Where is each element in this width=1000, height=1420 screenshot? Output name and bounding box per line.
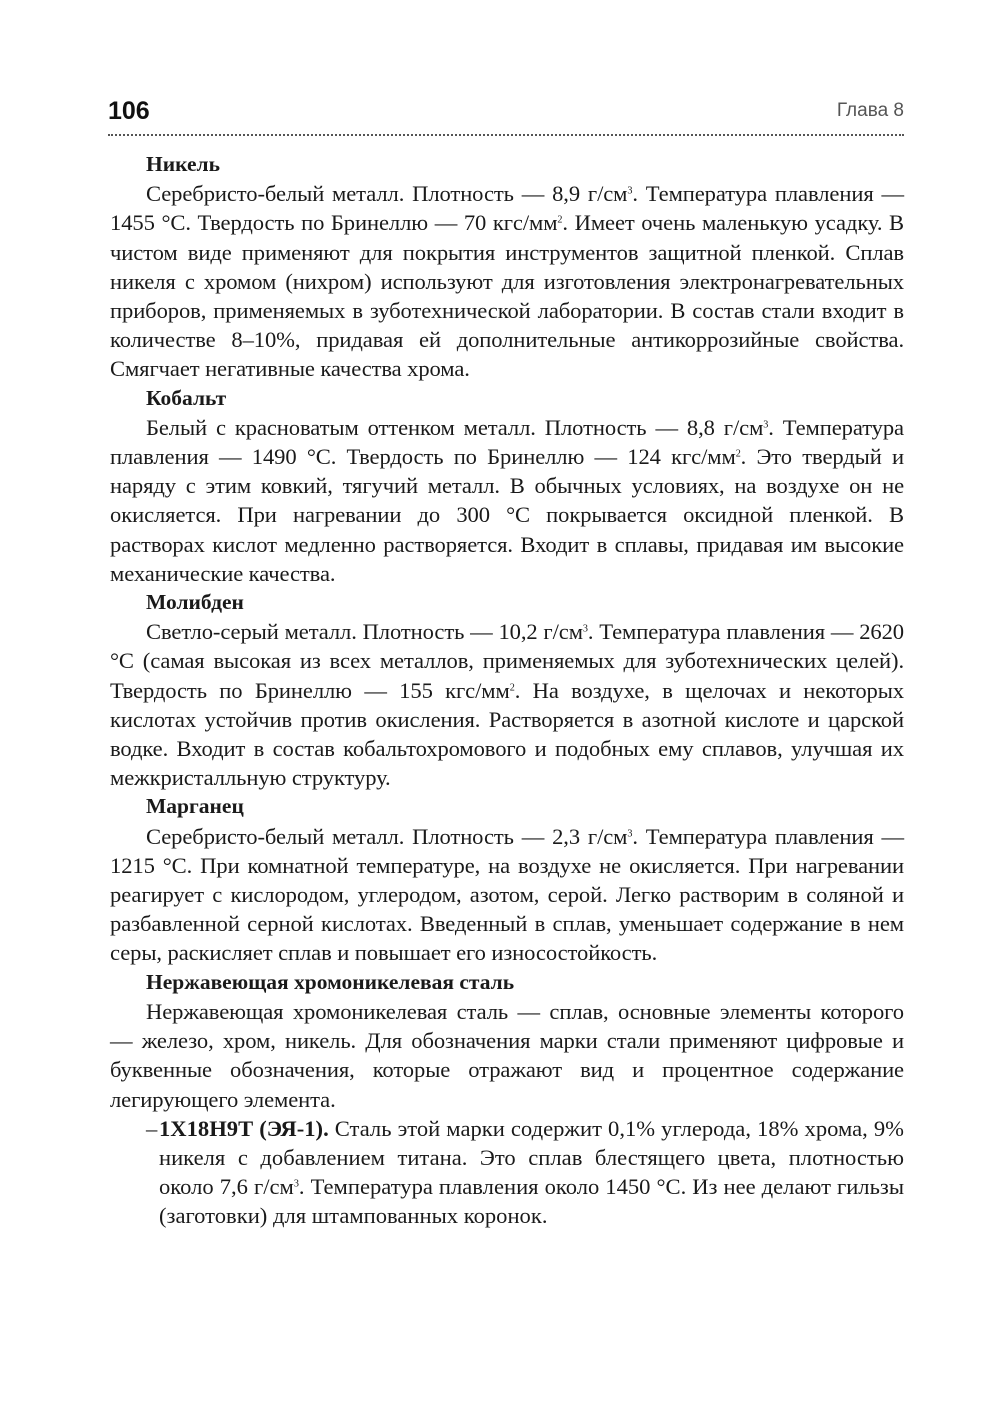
page-number: 106 [108,97,150,125]
superscript: 3 [627,828,633,840]
text-run: Серебристо-белый металл. Плотность — 2,3 г/см [146,823,628,849]
section-paragraph [110,179,904,383]
superscript: 3 [293,1178,299,1190]
section-paragraph [110,617,904,792]
section-heading: Молибден [146,590,244,615]
section-molybdenum [110,588,904,792]
text-run: . Температура плавления около 1450 °С. Из нее делают гильзы (заготовки) для штампованных коронок. [159,1174,904,1229]
section-heading: Нержавеющая хромоникелевая сталь [146,969,515,994]
superscript: 3 [582,623,588,635]
text-run: . Имеет очень маленькую усадку. В чистом виде применяют для покрытия инструментов защитной пленкой. Сплав никеля с хромом (нихром) используют для изготовления электронагревательных приборов, применяемых в зуботехнической лаборатории. В состав стали входит в количестве 8–10%, придавая ей дополнительные антикоррозийные свойства. Смягчает негативные качества хрома. [110,210,904,382]
text-run: Серебристо-белый металл. Плотность — 8,9 г/см [146,181,628,207]
section-heading: Марганец [146,794,244,819]
text-run: . Температура плавления — 1455 °С. Твердость по Бринеллю — 70 кгс/мм [110,181,905,236]
section-manganese [110,792,904,967]
text-run: . Температура плавления — 1215 °С. При комнатной температуре, на воздухе не окисляется. При нагревании реагирует с кислородом, углеродом, азотом, серой. Легко растворим в соляной и разбавленной серной кислотах. Введенный в сплав, уменьшает содержание в нем серы, раскисляет сплав и повышает его износостойкость. [110,823,905,966]
section-nickel [110,150,904,384]
chapter-title: Глава 8 [836,100,904,121]
text-run: . На воздухе, в щелочах и некоторых кислотах устойчив против окисления. Растворяется в азотной кислоте и царской водке. Входит в состав кобальтохромового и подобных ему сплавов, улучшая их межкристалльную структуру. [110,677,904,791]
page-header [108,94,904,136]
superscript: 2 [509,682,515,694]
superscript: 3 [627,185,633,197]
list-dash: – [146,1115,158,1141]
section-stainless-steel [110,968,904,1231]
text-run: . Это твердый и наряду с этим ковкий, тягучий металл. В обычных условиях, на воздухе он не окисляется. При нагревании до 300 °С покрывается оксидной пленкой. В растворах кислот медленно растворяется. Входит в сплавы, придавая им высокие механические качества. [110,444,904,586]
text-run: . Температура плавления — 1490 °С. Твердость по Бринеллю — 124 кгс/мм [110,414,904,470]
text-run: Светло-серый металл. Плотность — 10,2 г/см [146,619,583,645]
page-body [110,150,904,1231]
section-paragraph [110,413,904,588]
list-item [110,1114,904,1231]
section-heading: Кобальт [146,385,227,410]
superscript: 2 [735,448,741,460]
text-run: Сталь этой марки содержит 0,1% углерода, 18% хрома, 9% никеля с добавлением титана. Это сплав блестящего цвета, плотностью около 7,6 г/см [159,1115,904,1200]
text-run: Белый с красноватым оттенком металл. Плотность — 8,8 г/см [146,414,764,440]
steel-grade: 1Х18Н9Т (ЭЯ-1). [159,1115,329,1141]
text-run: . Температура плавления — 2620 °С (самая высокая из всех металлов, применяемых для зуботехнических целей). Твердость по Бринеллю — 155 кгс/мм [110,619,904,703]
section-paragraph [110,822,904,968]
section-heading: Никель [146,152,220,176]
superscript: 3 [763,419,769,431]
superscript: 2 [557,214,563,226]
section-cobalt [110,384,904,588]
section-paragraph: Нержавеющая хромоникелевая сталь — сплав, основные элементы которого — железо, хром, никель. Для обозначения марки стали применяют цифровые и буквенные обозначения, которые отражают вид и процентное содержание легирующего элемента. [110,998,904,1112]
